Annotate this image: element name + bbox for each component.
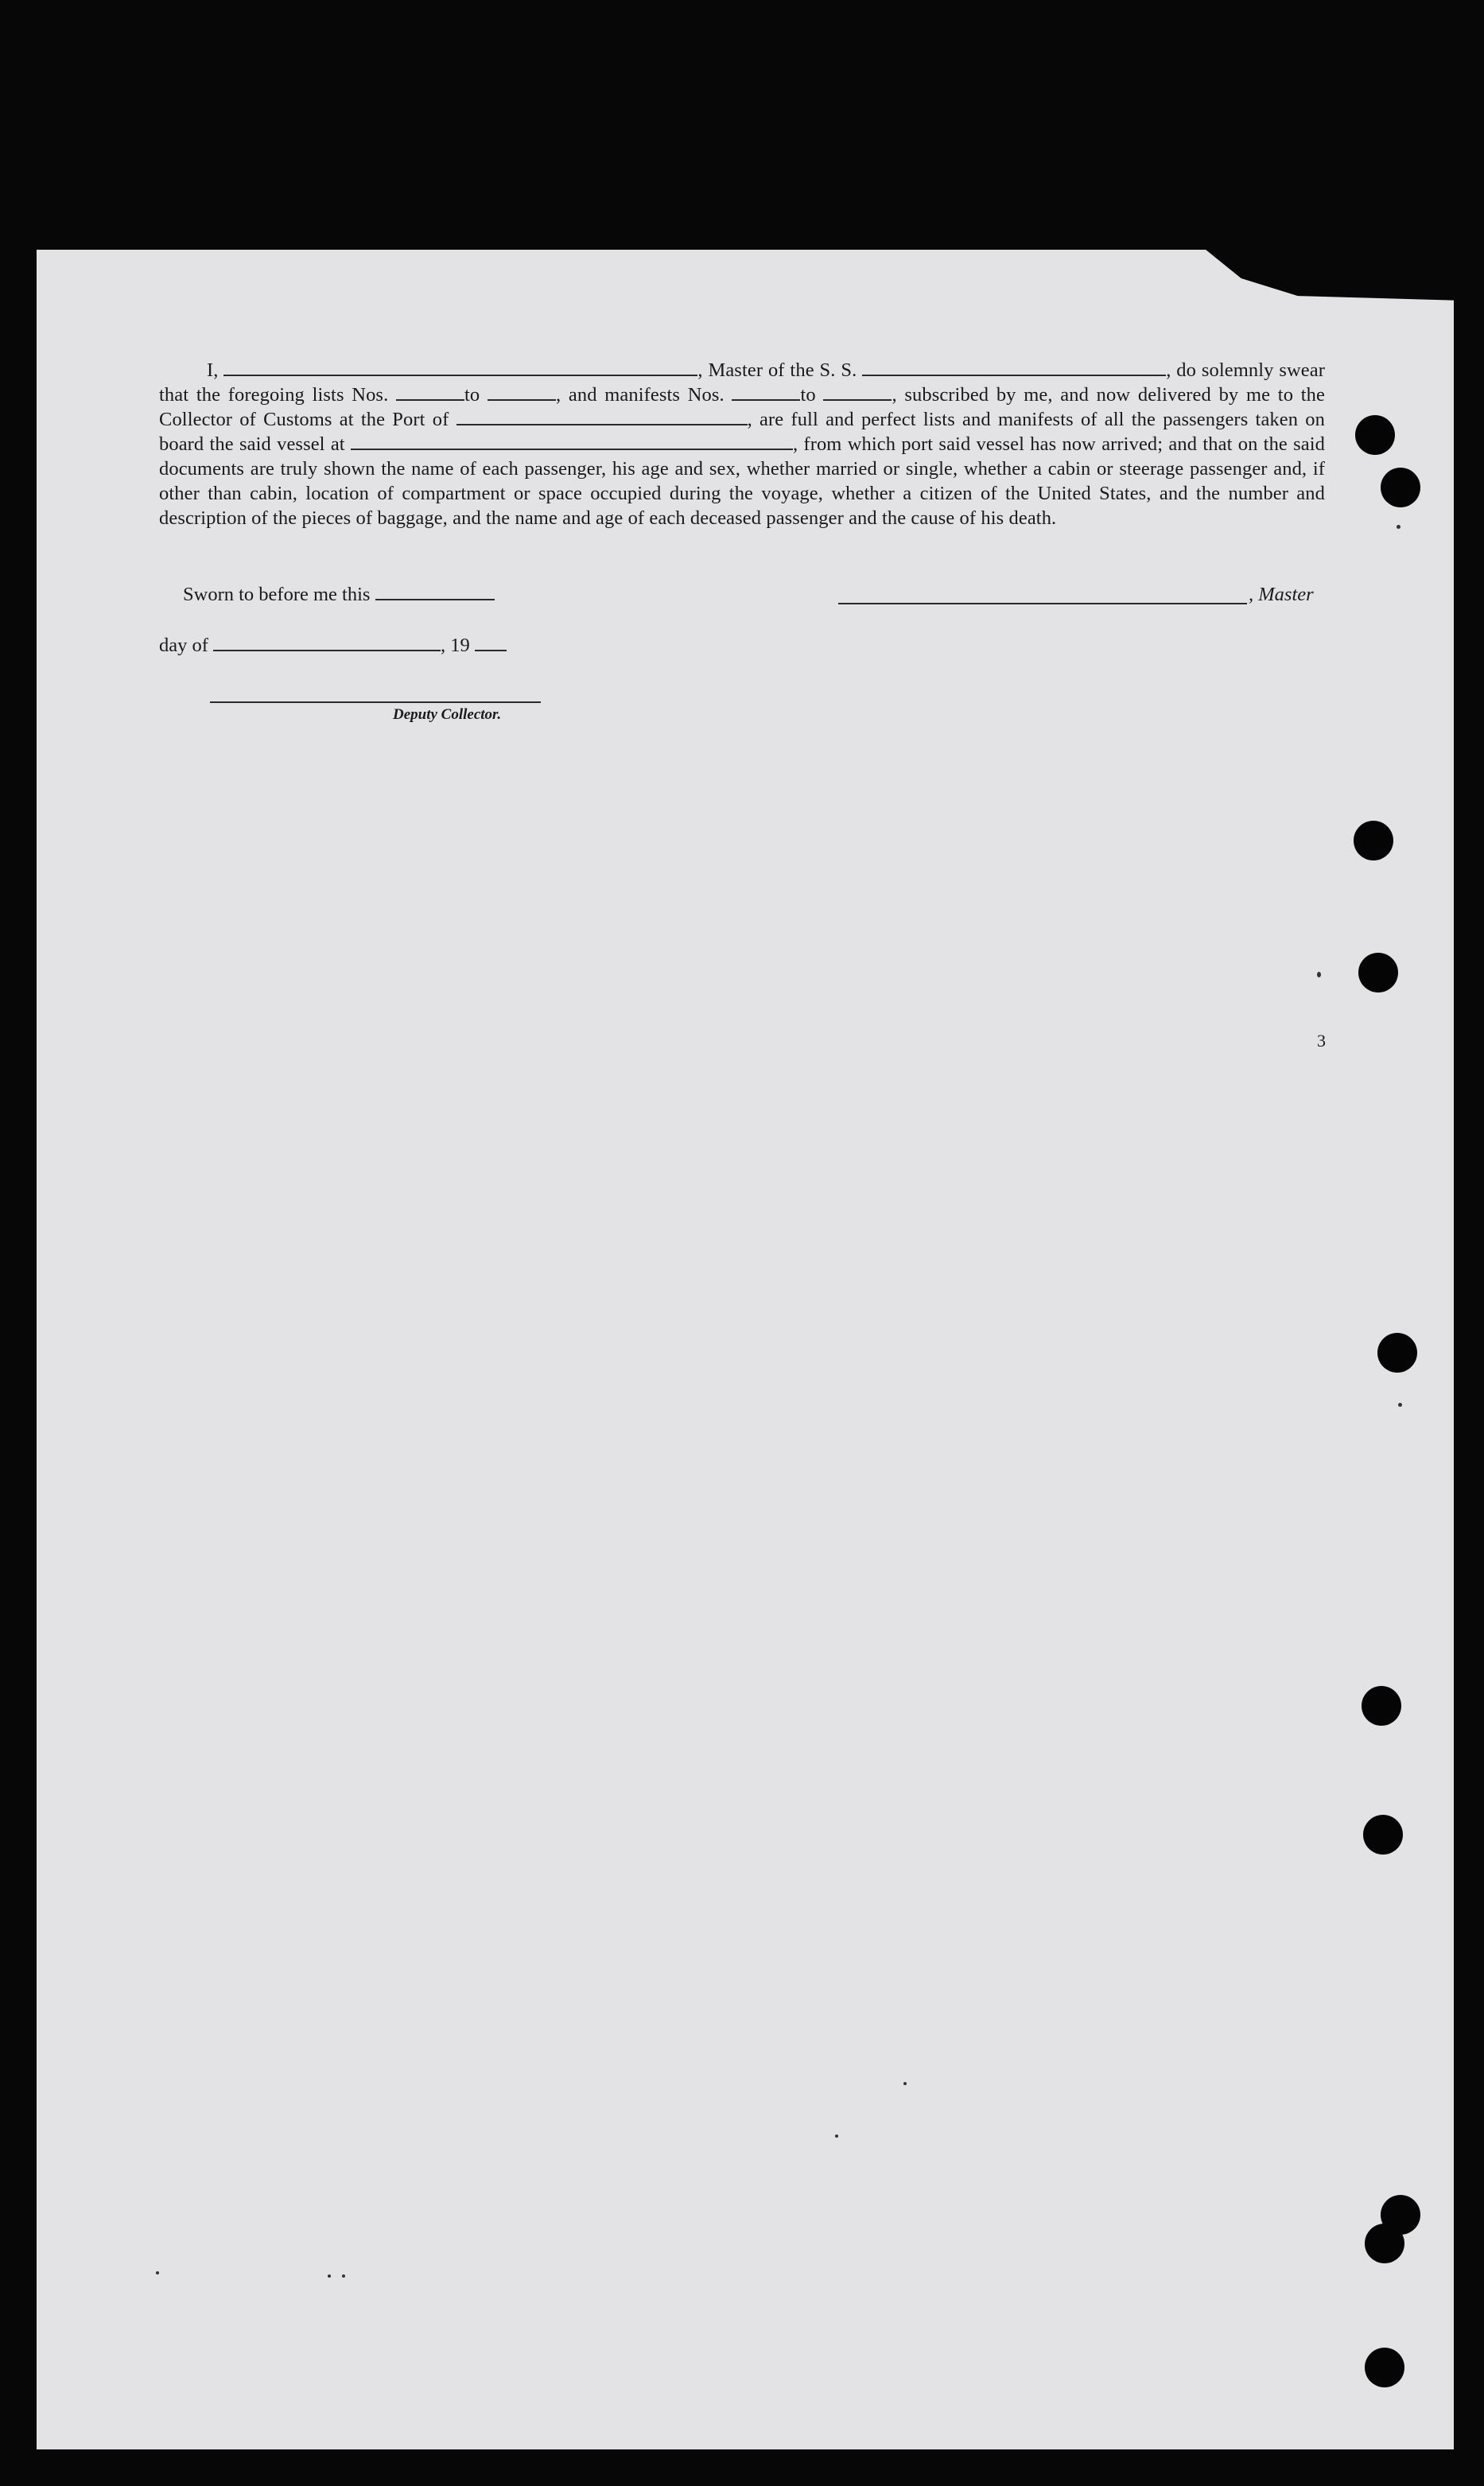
scan-speck bbox=[156, 2271, 159, 2274]
scan-speck bbox=[342, 2274, 345, 2278]
scan-speck bbox=[1398, 1403, 1402, 1407]
deputy-signature-line[interactable] bbox=[210, 686, 541, 703]
binding-hole bbox=[1354, 821, 1393, 860]
oath-text-6: to bbox=[800, 384, 816, 406]
document-page bbox=[37, 250, 1454, 2449]
margin-mark: 3 bbox=[1317, 1031, 1326, 1051]
manifests-from-field[interactable] bbox=[732, 385, 800, 401]
oath-text-5: , and manifests Nos. bbox=[555, 384, 725, 406]
oath-text-4: to bbox=[464, 384, 480, 406]
binding-hole bbox=[1355, 415, 1395, 455]
master-name-field[interactable] bbox=[223, 360, 697, 376]
binding-hole bbox=[1365, 2224, 1404, 2263]
binding-hole bbox=[1365, 2348, 1404, 2387]
oath-text-2: , Master of the S. S. bbox=[697, 359, 857, 381]
oath-text-9: , from which port said vessel has now arrived; and that on the said documents are truly shown the name of each passenger, his age and sex, whether married or single, whether a cabin or steerage passenger and, if other than cabin, location of compartment or space occupied during the voyage, whether a citizen of the United States, and the number and description of the pieces of baggage, and the name and age of each deceased passenger and the cause of his death. bbox=[159, 433, 1325, 529]
master-label: , Master bbox=[1249, 584, 1314, 605]
scan-speck bbox=[903, 2082, 907, 2085]
scan-speck bbox=[835, 2134, 838, 2138]
sworn-label: Sworn to before me this bbox=[183, 584, 371, 605]
year-label: , 19 bbox=[441, 635, 470, 656]
oath-text-3: , do solemnly swear that the foregoing lists Nos. bbox=[159, 359, 1325, 406]
master-row bbox=[1249, 584, 1314, 606]
month-field[interactable] bbox=[213, 635, 441, 651]
binding-hole bbox=[1358, 953, 1398, 992]
departure-port-field[interactable] bbox=[351, 434, 793, 450]
year-field[interactable] bbox=[475, 635, 507, 651]
port-field[interactable] bbox=[456, 410, 748, 425]
lists-from-field[interactable] bbox=[396, 385, 464, 401]
day-label: day of bbox=[159, 635, 208, 656]
day-row bbox=[159, 635, 507, 657]
scan-speck bbox=[1317, 972, 1321, 977]
ship-name-field[interactable] bbox=[862, 360, 1166, 376]
binding-hole bbox=[1363, 1815, 1403, 1855]
binding-hole bbox=[1381, 468, 1420, 507]
lists-to-field[interactable] bbox=[488, 385, 556, 401]
oath-text-1: I, bbox=[207, 359, 219, 381]
binding-hole bbox=[1377, 1333, 1417, 1373]
manifests-to-field[interactable] bbox=[823, 385, 892, 401]
binding-hole bbox=[1362, 1686, 1401, 1726]
scan-speck bbox=[328, 2274, 331, 2278]
oath-text-8: , are full and perfect lists and manifests of all the passengers taken on board the said vessel at bbox=[159, 409, 1325, 455]
scan-speck bbox=[1397, 525, 1400, 529]
deputy-collector-caption: Deputy Collector. bbox=[393, 706, 502, 723]
sworn-date-field[interactable] bbox=[375, 585, 495, 600]
master-signature-line[interactable] bbox=[838, 587, 1247, 604]
oath-paragraph bbox=[159, 358, 1325, 530]
oath-text-7: , subscribed by me, and now delivered by me to the Collector of Customs at the Port of bbox=[159, 384, 1325, 430]
sworn-row bbox=[183, 584, 495, 606]
